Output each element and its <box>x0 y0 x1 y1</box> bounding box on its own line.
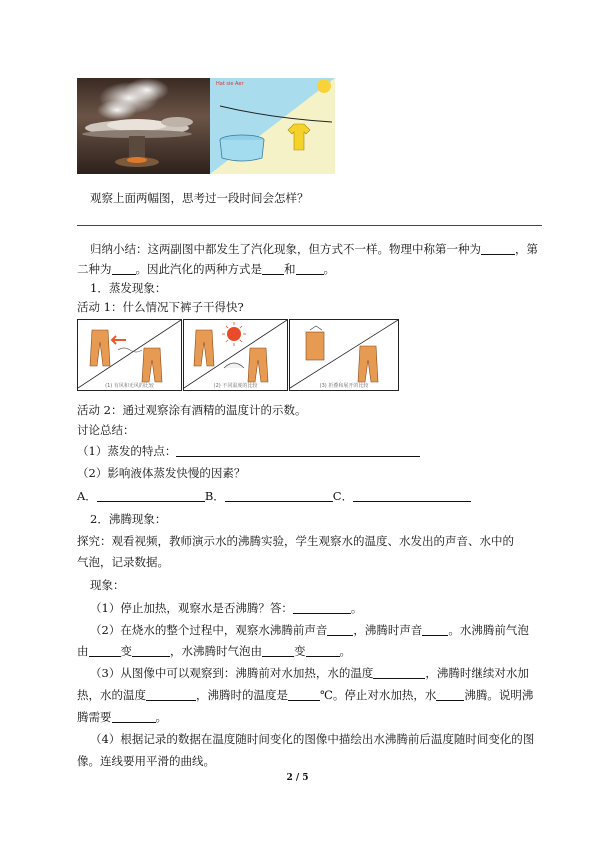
summary-line-1: 归纳小结：这两副图中都发生了汽化现象，但方式不一样。物理中称第一种为 ，第 <box>90 242 538 256</box>
phenomena-label: 现象： <box>90 578 125 592</box>
panel-folded: (3) 折叠和展开的比较 <box>289 319 399 391</box>
phenomenon-4-line-2: 像。连线要用平滑的曲线。 <box>77 754 215 768</box>
blank-factor-c[interactable] <box>353 489 471 502</box>
blank-boiling-needs[interactable] <box>112 710 156 723</box>
section-boiling-title: 2．沸腾现象： <box>90 512 167 526</box>
pants-folded-icon <box>290 320 398 390</box>
question-2: （2）影响液体蒸发快慢的因素？ <box>77 466 246 480</box>
panel-wind: (1) 有风和无风的比较 <box>77 319 182 391</box>
answer-divider <box>77 225 542 226</box>
question-1: （1）蒸发的特点： <box>77 443 420 459</box>
blank-factor-b[interactable] <box>225 489 333 502</box>
section-evaporation-title: 1．蒸发现象： <box>90 281 167 295</box>
blank-sound-before[interactable] <box>327 623 353 636</box>
blank-bubble-before-from[interactable] <box>89 644 121 657</box>
blank-factor-a[interactable] <box>97 489 205 502</box>
laundry-drying-scene <box>210 78 335 174</box>
factor-options: A． B． C． <box>77 488 471 504</box>
scene-label: Hat sie Aer <box>216 81 244 87</box>
phenomenon-2-line-2: 由 变 ，水沸腾时气泡由 变 。 <box>77 644 351 658</box>
summary-line-2: 二种为 。因此汽化的两种方式是 和 。 <box>77 262 335 276</box>
pants-sun-icon <box>184 320 287 390</box>
observe-question: 观察上面两幅图，思考过一段时间会怎样？ <box>90 191 309 205</box>
panel-sun: (2) 不同温度的比较 <box>183 319 288 391</box>
blank-bubble-during-to[interactable] <box>306 644 340 657</box>
blank-stop-boiling[interactable] <box>436 688 464 701</box>
phenomenon-1: （1）停止加热，观察水是否沸腾？答： 。 <box>90 601 363 615</box>
explore-line-2: 气泡，记录数据。 <box>77 555 169 569</box>
blank-bubble-during-from[interactable] <box>262 644 294 657</box>
explore-line-1: 探究：观看视频，教师演示水的沸腾实验，学生观察水的温度、水发出的声音、水中的 <box>77 534 514 548</box>
blank-second-type[interactable] <box>112 262 136 275</box>
phenomenon-3-line-3: 腾需要 。 <box>77 710 167 724</box>
activity-1: 活动 1：什么情况下裤子干得快? <box>77 300 244 314</box>
steam-pot-icon <box>77 78 210 174</box>
page-number: 2 / 5 <box>286 773 309 783</box>
laundry-drying-icon <box>210 78 335 174</box>
pants-wind-icon <box>78 320 181 390</box>
steam-pot-photo <box>77 78 210 174</box>
phenomenon-4-line-1: （4）根据记录的数据在温度随时间变化的图像中描绘出水沸腾前后温度随时间变化的图 <box>90 732 535 746</box>
blank-temp-before[interactable] <box>373 666 425 679</box>
blank-sound-during[interactable] <box>422 623 448 636</box>
blank-boiling-point[interactable] <box>288 688 320 701</box>
blank-temp-during[interactable] <box>146 688 196 701</box>
blank-evaporation-features[interactable] <box>176 444 420 457</box>
blank-method-b[interactable] <box>296 262 324 275</box>
blank-method-a[interactable] <box>262 262 284 275</box>
phenomenon-3-line-2: 热，水的温度 ，沸腾时的温度是 ℃。停止对水加热，水 沸腾。说明沸 <box>77 688 534 702</box>
activity-2: 活动 2：通过观察涂有酒精的温度计的示数。 <box>77 403 307 417</box>
blank-boiling-answer[interactable] <box>293 601 351 614</box>
blank-bubble-before-to[interactable] <box>132 644 170 657</box>
phenomenon-3-line-1: （3）从图像中可以观察到：沸腾前对水加热，水的温度 ，沸腾时继续对水加 <box>90 666 529 680</box>
blank-first-type[interactable] <box>481 242 515 255</box>
discussion-label: 讨论总结： <box>77 423 135 437</box>
phenomenon-2-line-1: （2）在烧水的整个过程中，观察水沸腾前声音 ，沸腾时声音 。水沸腾前气泡 <box>90 623 529 637</box>
